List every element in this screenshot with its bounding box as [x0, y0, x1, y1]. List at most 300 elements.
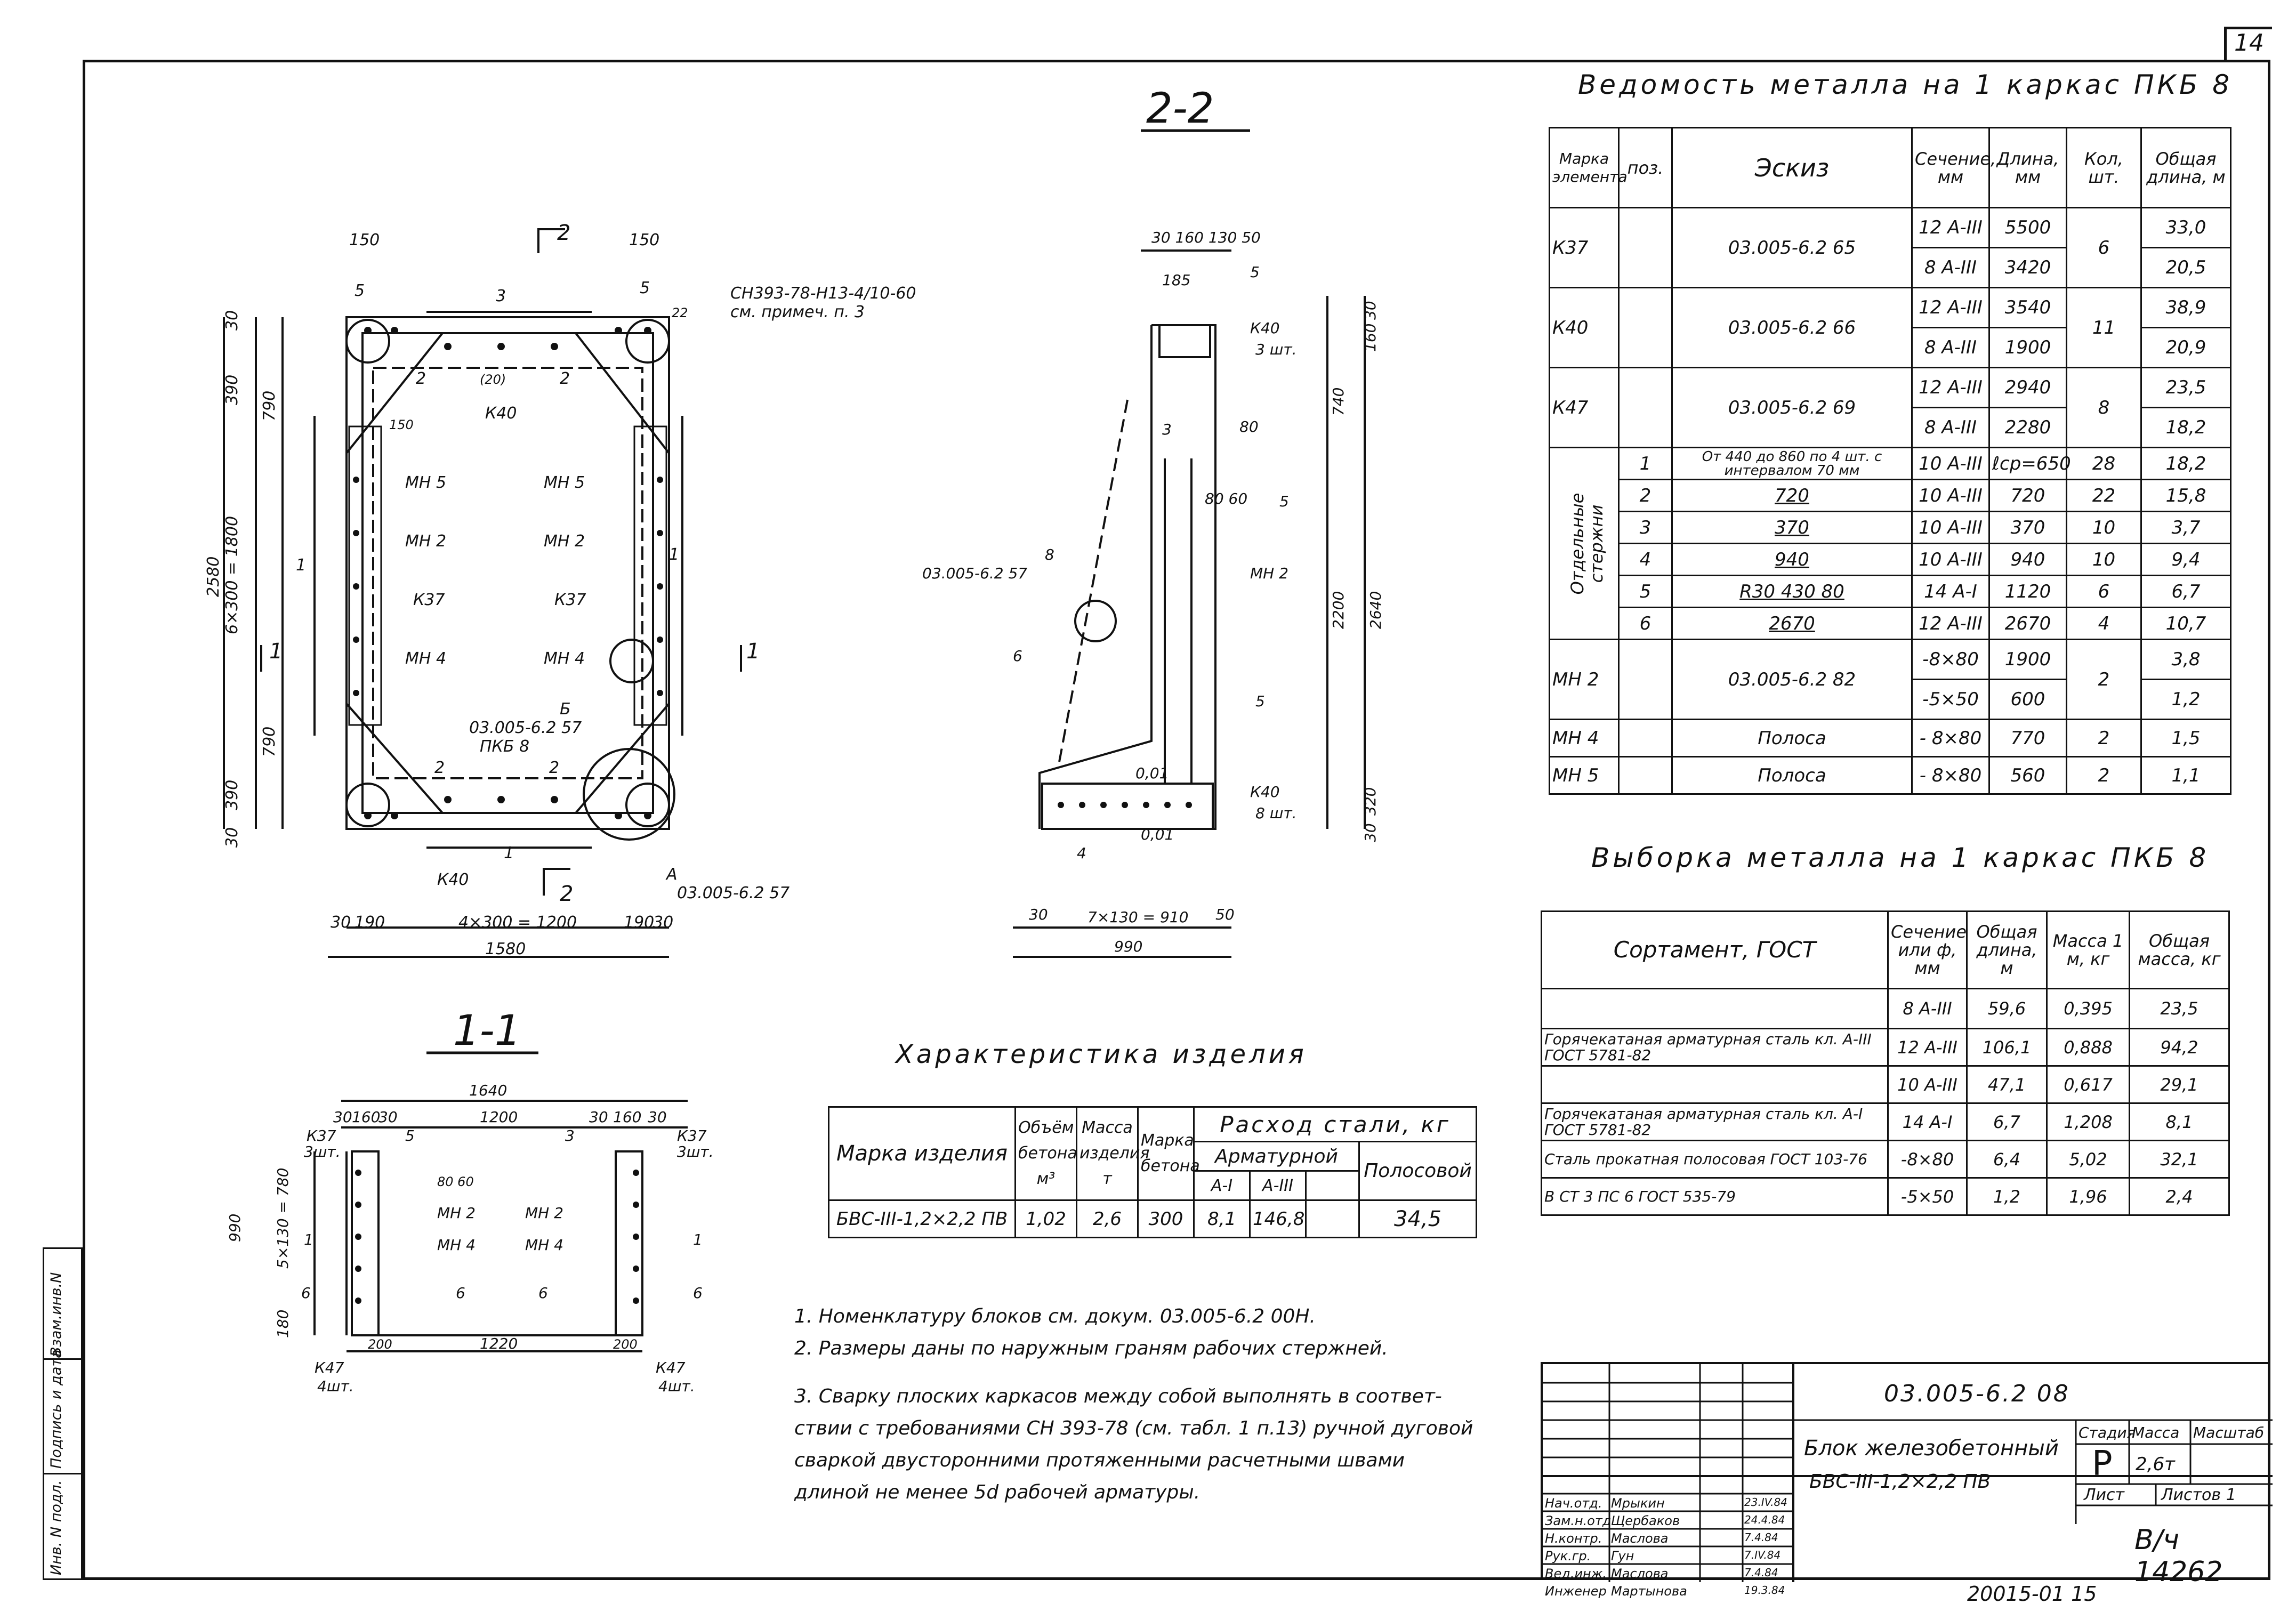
vyb-cell: 5,02 [2047, 1141, 2130, 1178]
ved-cell: 10 [2067, 544, 2141, 576]
side-d740: 740 [1330, 387, 1347, 416]
s11-8060: 80 60 [437, 1174, 474, 1189]
ved-cell: 03.005-6.2 69 [1672, 368, 1912, 448]
note-3d: длиной не менее 5d рабочей арматуры. [794, 1481, 1201, 1503]
plan-label-pkb: ПКБ 8 [480, 737, 530, 756]
side-bot-910: 7×130 = 910 [1087, 908, 1189, 926]
ved-h-mark: Марка элемента [1550, 128, 1619, 208]
ved-cell: 10 А-III [1912, 480, 1989, 512]
section-1-1: 1-1 [453, 1007, 521, 1055]
ved-cell: 38,9 [2141, 288, 2231, 328]
stamp-scale-label: Масштаб [2193, 1424, 2265, 1441]
vyb-cell [1542, 1066, 1888, 1103]
vyb-cell: Горячекатаная арматурная сталь кл. А-III ГОСТ 5781-82 [1542, 1029, 1888, 1066]
plan-bot-190-r: 190 [624, 913, 655, 932]
ved-row [1550, 576, 2231, 608]
plan-section-1-l: 1 [269, 639, 283, 664]
ved-cell: 6,7 [2141, 576, 2231, 608]
s11-990: 990 [226, 1213, 244, 1242]
har-h-mass: Масса изделия т [1077, 1107, 1138, 1200]
ved-cell: 15,8 [2141, 480, 2231, 512]
side-k40-top: К40 [1250, 319, 1280, 337]
stamp-date: 7.4.84 [1744, 1566, 1778, 1579]
s11-k47-l: К47 [315, 1359, 344, 1376]
vyb-cell: 2,4 [2130, 1178, 2229, 1215]
vyb-cell: В СТ 3 ПС 6 ГОСТ 535-79 [1542, 1178, 1888, 1215]
plan-left-790-bot: 790 [260, 726, 279, 757]
ved-cell: 03.005-6.2 82 [1672, 640, 1912, 720]
ved-cell [1619, 208, 1672, 288]
ved-cell: 10,7 [2141, 608, 2231, 640]
ved-cell: 720 [1672, 480, 1912, 512]
ved-group-label [1550, 448, 1619, 640]
ved-h-qty: Кол, шт. [2067, 128, 2141, 208]
ved-cell: 10 А-III [1912, 544, 1989, 576]
ved-cell: -8×80 [1912, 640, 1989, 680]
side-bot-990: 990 [1114, 938, 1143, 955]
har-a3: 146,8 [1250, 1200, 1306, 1238]
plan-left-390-bot: 390 [223, 779, 241, 810]
har-h-strip: Полосовой [1359, 1142, 1477, 1200]
stamp-name: Мартынова [1611, 1584, 1687, 1599]
har-h-arm: Арматурной [1194, 1142, 1359, 1171]
ved-row [1550, 368, 2231, 408]
stamp-sheets-label: Листов 1 [2161, 1486, 2236, 1504]
ved-cell: 370 [1672, 512, 1912, 544]
s11-160-a: 160 [352, 1108, 381, 1126]
ved-cell: 8 А-III [1912, 408, 1989, 448]
stamp-role: Нач.отд. [1545, 1496, 1602, 1511]
stamp-name-2: БВС-III-1,2×2,2 ПВ [1809, 1471, 1991, 1493]
vyb-cell: 0,617 [2047, 1066, 2130, 1103]
stamp-date: 7.4.84 [1744, 1531, 1778, 1544]
ved-cell: 28 [2067, 448, 2141, 480]
ved-cell [1619, 368, 1672, 448]
ved-cell: 1,1 [2141, 757, 2231, 794]
ved-cell: 3420 [1989, 248, 2067, 288]
s11-pos6-a: 6 [301, 1284, 311, 1302]
ved-cell: 3 [1619, 512, 1672, 544]
ved-row [1550, 720, 2231, 757]
side-pos-3: 3 [1162, 421, 1172, 438]
s11-mn4-l: МН 4 [437, 1236, 476, 1254]
ved-cell: 12 А-III [1912, 288, 1989, 328]
vyb-row [1542, 989, 2229, 1029]
vyb-cell: 0,395 [2047, 989, 2130, 1029]
stamp-date: 24.4.84 [1744, 1513, 1785, 1526]
note-3a: 3. Сварку плоских каркасов между собой выполнять в соответ- [794, 1385, 1442, 1407]
vyb-cell: 6,7 [1967, 1103, 2047, 1141]
plan-bot-30-l: 30 [331, 913, 351, 932]
ved-cell: 1900 [1989, 328, 2067, 368]
plan-label-bref: 03.005-6.2 57 [469, 719, 582, 737]
plan-label-k40-bot: К40 [437, 871, 469, 889]
stamp-date: 23.IV.84 [1744, 1496, 1787, 1509]
vyb-row [1542, 1178, 2229, 1215]
vyborka-table [1541, 910, 2230, 1216]
s11-k37-r: К37 [677, 1127, 707, 1144]
plan-bot-1580: 1580 [485, 940, 526, 958]
side-8sht: 8 шт. [1255, 804, 1297, 822]
ved-cell: 12 А-III [1912, 368, 1989, 408]
ved-cell: 2 [1619, 480, 1672, 512]
side-k40-bot: К40 [1250, 783, 1280, 801]
plan-dim-top-left: 150 [349, 231, 380, 249]
ved-cell: ℓср=650 [1989, 448, 2067, 480]
ved-cell [1619, 640, 1672, 720]
ved-h-len: Длина, мм [1989, 128, 2067, 208]
ved-h-sec: Сечение, мм [1912, 128, 1989, 208]
vyb-cell: 23,5 [2130, 989, 2229, 1029]
ved-cell: 5500 [1989, 208, 2067, 248]
side-d30-bot: 30 [1362, 823, 1379, 842]
plan-note-ref: см. примеч. п. 3 [730, 303, 865, 321]
sheet-number: 14 [2224, 27, 2272, 60]
plan-bot-30-r: 30 [653, 913, 674, 932]
plan-bot-1200: 4×300 = 1200 [458, 913, 577, 932]
plan-label-aref: 03.005-6.2 57 [677, 884, 790, 902]
plan-pos-3: 3 [496, 287, 506, 305]
s11-pos6-d: 6 [693, 1284, 703, 1302]
ved-cell: 1120 [1989, 576, 2067, 608]
s11-pos1-l: 1 [304, 1231, 313, 1248]
ved-cell: 11 [2067, 288, 2141, 368]
vyb-cell: 47,1 [1967, 1066, 2047, 1103]
s11-780: 5×130 = 780 [274, 1167, 292, 1269]
stamp-name: Маслова [1611, 1566, 1669, 1581]
ved-cell: Полоса [1672, 757, 1912, 794]
har-strip: 34,5 [1359, 1200, 1477, 1238]
side-d30-top: 30 [1362, 301, 1379, 320]
stamp-date: 19.3.84 [1744, 1584, 1785, 1597]
plan-d22: 22 [672, 305, 688, 320]
section-2-2: 2-2 [1146, 85, 1214, 133]
s11-4sht-l: 4шт. [317, 1377, 354, 1395]
plan-label-k40: К40 [485, 404, 517, 423]
ved-cell: 1,5 [2141, 720, 2231, 757]
ved-cell: 22 [2067, 480, 2141, 512]
ved-cell: 18,2 [2141, 408, 2231, 448]
s11-mn2-r: МН 2 [525, 1204, 563, 1222]
s11-k37-l: К37 [307, 1127, 336, 1144]
vyb-cell: -5×50 [1888, 1178, 1967, 1215]
ved-cell: - 8×80 [1912, 720, 1989, 757]
bottom-code: 20015-01 15 [1967, 1582, 2097, 1606]
vyb-cell: 0,888 [2047, 1029, 2130, 1066]
vyb-cell: 14 А-I [1888, 1103, 1967, 1141]
vyb-cell: Сталь прокатная полосовая ГОСТ 103-76 [1542, 1141, 1888, 1178]
stamp-stage-label: Стадия [2079, 1424, 2136, 1441]
har-mass: 2,6 [1077, 1200, 1138, 1238]
side-top-dims: 30 160 130 50 [1151, 229, 1261, 246]
side-3sht: 3 шт. [1255, 341, 1297, 358]
ved-cell: 03.005-6.2 66 [1672, 288, 1912, 368]
ved-cell: 1900 [1989, 640, 2067, 680]
s11-k47-r: К47 [656, 1359, 686, 1376]
ved-cell: 8 [2067, 368, 2141, 448]
ved-cell: 2280 [1989, 408, 2067, 448]
side-pos-4: 4 [1077, 844, 1086, 862]
plan-section-1-r: 1 [746, 639, 760, 664]
side-label-sign: Подпись и дата [48, 1349, 65, 1469]
ved-cell: К47 [1550, 368, 1619, 448]
vyb-row [1542, 1029, 2229, 1066]
plan-pos-2-top-r: 2 [560, 369, 570, 388]
vyb-h-sort: Сортамент, ГОСТ [1542, 912, 1888, 989]
ved-cell: 940 [1672, 544, 1912, 576]
ved-cell: 12 А-III [1912, 608, 1989, 640]
vyb-cell: 1,96 [2047, 1178, 2130, 1215]
har-vol: 1,02 [1016, 1200, 1077, 1238]
s11-pos6-b: 6 [456, 1284, 465, 1302]
s11-200-l: 200 [368, 1337, 392, 1352]
side-d320: 320 [1362, 787, 1379, 816]
side-mn2: МН 2 [1250, 565, 1288, 582]
plan-pos-2-r: 2 [549, 759, 560, 777]
s11-30-a: 30 [333, 1108, 352, 1126]
plan-pos-1-right: 1 [669, 545, 680, 564]
har-h-a1: А-I [1194, 1171, 1250, 1200]
vedomost-title: Ведомость металла на 1 каркас ПКБ 8 [1578, 69, 2233, 100]
s11-3sht-r: 3шт. [677, 1143, 714, 1160]
ved-cell: 8 А-III [1912, 248, 1989, 288]
vyb-cell: 59,6 [1967, 989, 2047, 1029]
ved-cell: 20,5 [2141, 248, 2231, 288]
vyb-h-sec: Сечение или ф, мм [1888, 912, 1967, 989]
vyb-row [1542, 1141, 2229, 1178]
ved-row [1550, 757, 2231, 794]
ved-cell: 370 [1989, 512, 2067, 544]
ved-cell: МН 4 [1550, 720, 1619, 757]
side-d80: 80 [1239, 418, 1259, 436]
ved-cell: 10 [2067, 512, 2141, 544]
ved-h-pos: поз. [1619, 128, 1672, 208]
side-d2200: 2200 [1330, 591, 1347, 629]
plan-note-sn: СН393-78-Н13-4/10-60 [730, 284, 916, 303]
vyb-cell: 12 А-III [1888, 1029, 1967, 1066]
stamp-role: Рук.гр. [1545, 1549, 1591, 1563]
plan-dim-top-right: 150 [629, 231, 660, 249]
ved-row [1550, 480, 2231, 512]
ved-cell: 33,0 [2141, 208, 2231, 248]
vyborka-title: Выборка металла на 1 каркас ПКБ 8 [1591, 842, 2210, 873]
vyb-cell: 29,1 [2130, 1066, 2229, 1103]
ved-cell: 2940 [1989, 368, 2067, 408]
side-d160: 160 [1362, 323, 1379, 352]
ved-cell [1619, 757, 1672, 794]
plan-d20: (20) [480, 372, 506, 387]
s11-pos5: 5 [405, 1127, 415, 1144]
stamp-name: Маслова [1611, 1531, 1669, 1546]
plan-pos-1-bot: 1 [504, 844, 514, 863]
plan-left-1800: 6×300 = 1800 [223, 515, 241, 634]
plan-left-2580: 2580 [204, 556, 223, 597]
s11-mn4-r: МН 4 [525, 1236, 563, 1254]
ved-cell: 2 [2067, 757, 2141, 794]
vyb-cell: 32,1 [2130, 1141, 2229, 1178]
s11-pos3: 3 [565, 1127, 575, 1144]
side-bot-50: 50 [1215, 906, 1235, 923]
ved-row [1550, 208, 2231, 248]
stamp-archive: В/ч 14262 [2134, 1524, 2223, 1588]
note-1: 1. Номенклатуру блоков см. докум. 03.005-6.2 00Н. [794, 1305, 1316, 1327]
plan-label-mn4-r: МН 4 [544, 649, 585, 668]
s11-pos1-r: 1 [693, 1231, 703, 1248]
plan-label-b: Б [560, 700, 571, 719]
stamp-stage: Р [2092, 1444, 2113, 1484]
har-beton: 300 [1138, 1200, 1194, 1238]
har-h-a3: А-III [1250, 1171, 1306, 1200]
plan-label-mn5-l: МН 5 [405, 473, 447, 492]
plan-pos-5-l: 5 [355, 281, 365, 300]
side-pos-5-mid: 5 [1279, 493, 1289, 510]
ved-cell: -5×50 [1912, 680, 1989, 720]
plan-left-390-top: 390 [223, 374, 241, 405]
stamp-name: Гун [1611, 1549, 1634, 1563]
plan-label-k37-r: К37 [554, 591, 586, 609]
stamp-role: Вед.инж. [1545, 1566, 1607, 1581]
plan-pos-2-l: 2 [434, 759, 445, 777]
ved-cell: 2670 [1989, 608, 2067, 640]
harakteristika-table [828, 1106, 1477, 1238]
ved-cell: - 8×80 [1912, 757, 1989, 794]
s11-200-r: 200 [613, 1337, 638, 1352]
har-h-steel: Расход стали, кг [1194, 1107, 1477, 1142]
plan-pos-2-top-l: 2 [416, 369, 426, 388]
ved-h-total: Общая длина, м [2141, 128, 2231, 208]
ved-cell: К40 [1550, 288, 1619, 368]
stamp-name: Щербаков [1611, 1513, 1680, 1528]
stamp-role: Инженер [1545, 1584, 1607, 1599]
plan-label-k37-l: К37 [413, 591, 445, 609]
vyb-cell: 10 А-III [1888, 1066, 1967, 1103]
vyb-cell: Горячекатаная арматурная сталь кл. А-I ГОСТ 5781-82 [1542, 1103, 1888, 1141]
vyb-cell: 94,2 [2130, 1029, 2229, 1066]
s11-1220: 1220 [480, 1335, 518, 1352]
note-3b: ствии с требованиями СН 393-78 (см. табл. 1 п.13) ручной дуговой [794, 1417, 1473, 1439]
ved-cell [1619, 288, 1672, 368]
ved-h-sketch: Эскиз [1672, 128, 1912, 208]
plan-label-a: А [666, 865, 678, 884]
har-h-vol: Объём бетона м³ [1016, 1107, 1077, 1200]
ved-cell: Полоса [1672, 720, 1912, 757]
plan-left-30-top: 30 [223, 310, 241, 331]
ved-cell: МН 5 [1550, 757, 1619, 794]
stamp-date: 7.IV.84 [1744, 1549, 1781, 1561]
side-label-vzam: Взам.инв.N [48, 1272, 65, 1357]
ved-cell: 4 [1619, 544, 1672, 576]
plan-label-mn2-l: МН 2 [405, 532, 447, 551]
ved-cell: 3,8 [2141, 640, 2231, 680]
plan-label-mn5-r: МН 5 [544, 473, 585, 492]
ved-cell: 3,7 [2141, 512, 2231, 544]
ved-cell: 1 [1619, 448, 1672, 480]
side-pos-5-top: 5 [1250, 263, 1260, 281]
s11-30-d: 30 [648, 1108, 667, 1126]
ved-cell: 10 А-III [1912, 448, 1989, 480]
ved-cell: 6 [2067, 576, 2141, 608]
har-a1: 8,1 [1194, 1200, 1250, 1238]
notes [794, 1301, 1473, 1509]
vyb-h-mass: Общая масса, кг [2130, 912, 2229, 989]
vedomost-table [1549, 127, 2231, 795]
ved-cell [1619, 720, 1672, 757]
ved-cell: 6 [1619, 608, 1672, 640]
vyb-cell: 1,208 [2047, 1103, 2130, 1141]
plan-section-2-mark: 2 [557, 221, 571, 245]
vyb-row [1542, 1066, 2229, 1103]
ved-cell: МН 2 [1550, 640, 1619, 720]
har-h-beton: Марка бетона [1138, 1107, 1194, 1200]
s11-30-b: 30 [378, 1108, 398, 1126]
plan-d150: 150 [389, 417, 414, 432]
ved-cell: 9,4 [2141, 544, 2231, 576]
vyb-cell: 106,1 [1967, 1029, 2047, 1066]
ved-cell: 4 [2067, 608, 2141, 640]
vyb-cell: 8 А-III [1888, 989, 1967, 1029]
ved-cell: 2670 [1672, 608, 1912, 640]
ved-cell: 6 [2067, 208, 2141, 288]
har-mark: БВС-III-1,2×2,2 ПВ [829, 1200, 1016, 1238]
ved-cell: 23,5 [2141, 368, 2231, 408]
s11-180: 180 [274, 1309, 292, 1338]
ved-row [1550, 544, 2231, 576]
note-2: 2. Размеры даны по наружным граням рабочих стержней. [794, 1337, 1388, 1359]
side-pos-6: 6 [1013, 647, 1022, 665]
s11-pos6-c: 6 [538, 1284, 548, 1302]
vyb-cell: 6,4 [1967, 1141, 2047, 1178]
ved-cell: 600 [1989, 680, 2067, 720]
stamp-sheet-label: Лист [2084, 1486, 2125, 1504]
stamp-doc-code: 03.005-6.2 08 [1884, 1380, 2070, 1407]
har-h-mark: Марка изделия [829, 1107, 1016, 1200]
s11-30-c: 30 [589, 1108, 608, 1126]
side-bot-30: 30 [1029, 906, 1048, 923]
stamp-name: Мрыкин [1611, 1496, 1665, 1511]
plan-pos-1-left: 1 [296, 556, 307, 575]
s11-1640: 1640 [469, 1082, 507, 1099]
ved-row [1550, 288, 2231, 328]
stamp-role: Н.контр. [1545, 1531, 1602, 1546]
ved-cell: 1,2 [2141, 680, 2231, 720]
side-d001-bot: 0,01 [1141, 826, 1174, 843]
stamp-mass-label: Масса [2132, 1424, 2180, 1441]
vyb-row [1542, 1103, 2229, 1141]
vyb-h-m1: Масса 1 м, кг [2047, 912, 2130, 989]
ved-cell: К37 [1550, 208, 1619, 288]
stamp-mass: 2,6т [2136, 1454, 2175, 1475]
side-d185: 185 [1162, 271, 1191, 289]
vyb-h-len: Общая длина, м [1967, 912, 2047, 989]
ved-cell: 18,2 [2141, 448, 2231, 480]
side-d8060: 80 60 [1205, 490, 1248, 507]
vyb-cell: 8,1 [2130, 1103, 2229, 1141]
ved-cell: 8 А-III [1912, 328, 1989, 368]
ved-row [1550, 640, 2231, 680]
side-ref: 03.005-6.2 57 [922, 565, 1028, 582]
side-pos-8: 8 [1045, 546, 1054, 563]
ved-cell: 3540 [1989, 288, 2067, 328]
ved-cell: От 440 до 860 по 4 шт. с интервалом 70 мм [1672, 448, 1912, 480]
note-3c: сваркой двусторонними протяженными расчетными швами [794, 1449, 1405, 1471]
side-d001-top: 0,01 [1135, 764, 1169, 782]
ved-cell: 12 А-III [1912, 208, 1989, 248]
ved-cell: 770 [1989, 720, 2067, 757]
ved-group-text: Отдельные стержни [1567, 493, 1607, 594]
stamp-role: Зам.н.отд [1545, 1513, 1612, 1528]
ved-cell: 5 [1619, 576, 1672, 608]
plan-section-2-bot: 2 [560, 882, 574, 906]
